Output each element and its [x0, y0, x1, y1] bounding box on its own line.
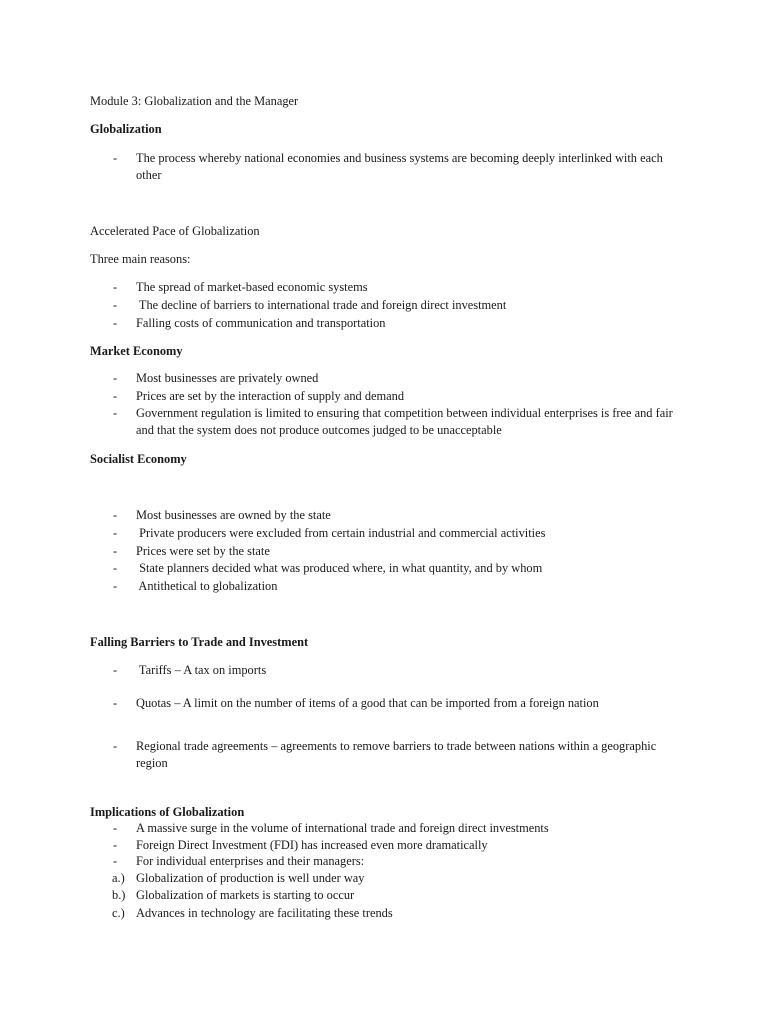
list-marker: -	[113, 696, 118, 710]
list-item-text: State planners decided what was produced where, in what quantity, and by whom	[136, 561, 543, 575]
list-item-text: A massive surge in the volume of international trade and foreign direct investments	[136, 821, 549, 835]
list-marker: -	[113, 280, 118, 294]
list-item-text: Prices were set by the state	[136, 544, 270, 558]
list-marker: b.)	[112, 888, 126, 902]
intro-text: Three main reasons:	[90, 252, 191, 266]
section-heading-globalization: Globalization	[90, 122, 162, 136]
list-marker: a.)	[112, 871, 125, 885]
list-item-text: Most businesses are privately owned	[136, 371, 319, 385]
list-item-text: Globalization of markets is starting to occur	[136, 888, 355, 902]
list-marker: -	[113, 298, 118, 312]
list-item-text: The spread of market-based economic systems	[136, 280, 368, 294]
document-title: Module 3: Globalization and the Manager	[90, 94, 299, 108]
list-marker: -	[113, 838, 118, 852]
list-marker: -	[113, 316, 118, 330]
section-heading-implications: Implications of Globalization	[90, 805, 245, 819]
section-heading-falling-barriers: Falling Barriers to Trade and Investment	[90, 635, 309, 649]
list-item-text: The decline of barriers to international trade and foreign direct investment	[136, 298, 507, 312]
list-item-text: Tariffs – A tax on imports	[136, 663, 267, 677]
list-marker: -	[113, 151, 118, 165]
list-item-text: For individual enterprises and their managers:	[136, 854, 365, 868]
list-item-text: Foreign Direct Investment (FDI) has increased even more dramatically	[136, 838, 488, 852]
list-item-text: Advances in technology are facilitating these trends	[136, 906, 393, 920]
list-item-text: The process whereby national economies and business systems are becoming deeply interlinked with each other	[136, 151, 663, 182]
list-item-text: Quotas – A limit on the number of items of a good that can be imported from a foreign nation	[136, 696, 599, 710]
list-marker: -	[113, 371, 118, 385]
list-item-text: Most businesses are owned by the state	[136, 508, 331, 522]
list-marker: -	[113, 579, 118, 593]
list-item-text: Prices are set by the interaction of supply and demand	[136, 389, 405, 403]
list-marker: -	[113, 389, 118, 403]
list-marker: -	[113, 663, 118, 677]
list-marker: -	[113, 406, 118, 420]
list-item-text: Government regulation is limited to ensuring that competition between individual enterprises is free and fair and that the system does not produce outcomes judged to be unacceptable	[136, 406, 673, 437]
list-marker: -	[113, 508, 118, 522]
list-marker: -	[113, 544, 118, 558]
list-item-text: Globalization of production is well under way	[136, 871, 365, 885]
list-item-text: Antithetical to globalization	[136, 579, 278, 593]
list-marker: -	[113, 526, 118, 540]
list-marker: -	[113, 561, 118, 575]
section-heading-socialist-economy: Socialist Economy	[90, 452, 187, 466]
list-marker: -	[113, 821, 118, 835]
list-item-text: Falling costs of communication and transportation	[136, 316, 386, 330]
section-heading-market-economy: Market Economy	[90, 344, 183, 358]
list-marker: -	[113, 854, 118, 868]
list-item-text: Private producers were excluded from certain industrial and commercial activities	[136, 526, 546, 540]
list-marker: -	[113, 739, 118, 753]
section-heading-accelerated: Accelerated Pace of Globalization	[90, 224, 260, 238]
list-item-text: Regional trade agreements – agreements to remove barriers to trade between nations within a geographic region	[136, 739, 657, 770]
list-marker: c.)	[112, 906, 125, 920]
